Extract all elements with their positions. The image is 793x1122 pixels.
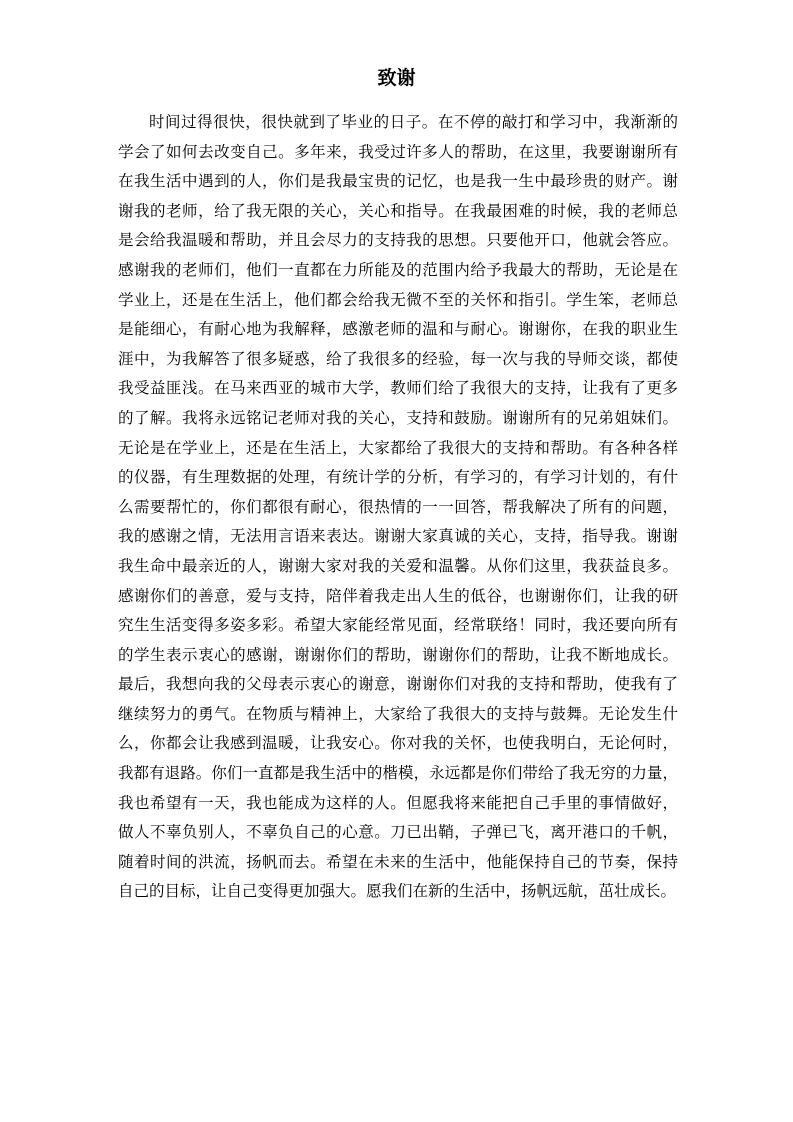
text-line: 做人不辜负别人，不辜负自己的心意。刀已出鞘，子弹已飞，离开港口的千帆， [118, 823, 678, 842]
text-line: 我受益匪浅。在马来西亚的城市大学，教师们给了我很大的支持，让我有了更多 [118, 379, 678, 398]
text-line: 我生命中最亲近的人，谢谢大家对我的关爱和温馨。从你们这里，我获益良多。 [118, 556, 678, 575]
text-line: 涯中，为我解答了很多疑惑，给了我很多的经验，每一次与我的导师交谈，都使 [118, 349, 678, 368]
text-line: 学业上，还是在生活上，他们都会给我无微不至的关怀和指引。学生笨，老师总 [118, 290, 678, 309]
text-line: 的了解。我将永远铭记老师对我的关心，支持和鼓励。谢谢所有的兄弟姐妹们。 [118, 408, 678, 427]
text-line: 我都有退路。你们一直都是我生活中的楷模，永远都是你们带给了我无穷的力量， [118, 764, 678, 783]
text-line: 么需要帮忙的，你们都很有耐心，很热情的一一回答，帮我解决了所有的问题， [118, 497, 678, 516]
text-line: 继续努力的勇气。在物质与精神上，大家给了我很大的支持与鼓舞。无论发生什 [118, 704, 678, 723]
page-title: 致谢 [377, 67, 416, 89]
text-line: 在我生活中遇到的人，你们是我最宝贵的记忆，也是我一生中最珍贵的财产。谢 [118, 172, 678, 191]
text-line: 是会给我温暖和帮助，并且会尽力的支持我的思想。只要他开口，他就会答应。 [118, 231, 678, 250]
text-line: 感谢你们的善意，爱与支持，陪伴着我走出人生的低谷，也谢谢你们，让我的研 [118, 586, 678, 605]
text-line: 究生生活变得多姿多彩。希望大家能经常见面，经常联络！同时，我还要向所有 [118, 616, 678, 635]
text-line: 最后，我想向我的父母表示衷心的谢意，谢谢你们对我的支持和帮助，使我有了 [118, 675, 678, 694]
text-line: 学会了如何去改变自己。多年来，我受过许多人的帮助，在这里，我要谢谢所有 [118, 142, 678, 161]
text-line: 时间过得很快，很快就到了毕业的日子。在不停的敲打和学习中，我渐渐的 [149, 113, 678, 131]
text-line: 感谢我的老师们，他们一直都在力所能及的范围内给予我最大的帮助，无论是在 [118, 260, 678, 279]
text-line: 是能细心，有耐心地为我解释，感激老师的温和与耐心。谢谢你，在我的职业生 [118, 320, 678, 339]
text-line: 我的感谢之情，无法用言语来表达。谢谢大家真诚的关心，支持，指导我。谢谢 [118, 527, 678, 546]
acknowledgement-body [118, 108, 678, 907]
text-line: 的仪器，有生理数据的处理，有统计学的分析，有学习的，有学习计划的，有什 [118, 468, 678, 487]
text-line: 谢我的老师，给了我无限的关心，关心和指导。在我最困难的时候，我的老师总 [118, 201, 678, 220]
text-line: 无论是在学业上，还是在生活上，大家都给了我很大的支持和帮助。有各种各样 [118, 438, 678, 457]
text-line: 么，你都会让我感到温暖，让我安心。你对我的关怀，也使我明白，无论何时， [118, 734, 678, 753]
text-line: 的学生表示衷心的感谢，谢谢你们的帮助，谢谢你们的帮助，让我不断地成长。 [118, 645, 678, 664]
text-line: 我也希望有一天，我也能成为这样的人。但愿我将来能把自己手里的事情做好， [118, 793, 678, 812]
text-line: 自己的目标，让自己变得更加强大。愿我们在新的生活中，扬帆远航，茁壮成长。 [118, 882, 677, 901]
text-line: 随着时间的洪流，扬帆而去。希望在未来的生活中，他能保持自己的节奏，保持 [118, 852, 678, 871]
